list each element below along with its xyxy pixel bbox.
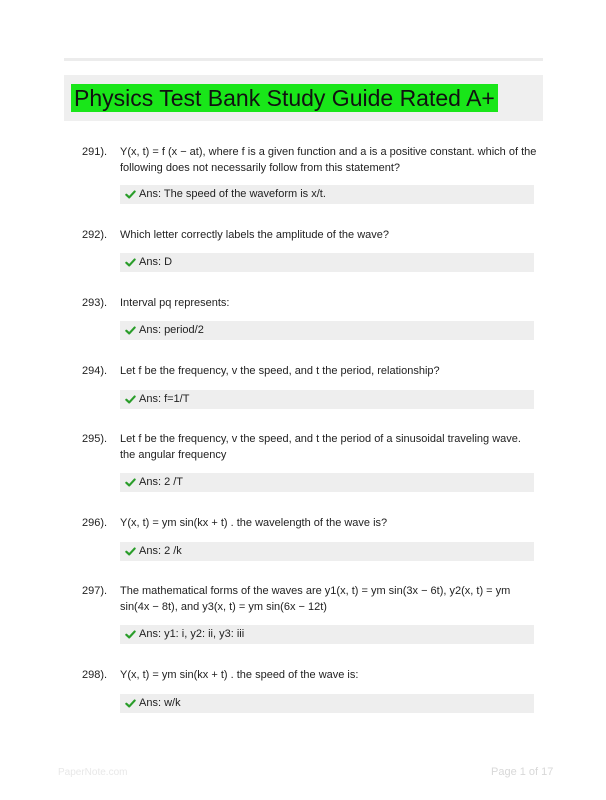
question-text: Interval pq represents: (120, 297, 230, 309)
answer-box (120, 185, 534, 204)
answer-text: Ans: period/2 (139, 324, 204, 336)
answer-box (120, 321, 534, 340)
answer-box (120, 625, 534, 644)
question-number: 293). (82, 297, 108, 309)
checkmark-icon (125, 325, 136, 336)
question-number: 292). (82, 229, 108, 241)
answer-box (120, 542, 534, 561)
question-number: 297). (82, 585, 108, 597)
question-number: 294). (82, 365, 108, 377)
question-number: 295). (82, 433, 108, 445)
answer-text: Ans: 2 /k (139, 545, 182, 557)
question-text: Y(x, t) = ym sin(kx + t) . the wavelength of the wave is? (120, 517, 388, 529)
answer-text: Ans: D (139, 256, 173, 268)
answer-text: Ans: y1: i, y2: ii, y3: iii (139, 628, 245, 640)
checkmark-icon (125, 629, 136, 640)
answer-text: Ans: 2 /T (139, 476, 184, 488)
page-indicator: Page 1 of 17 (491, 766, 554, 778)
question-number: 291). (82, 146, 108, 158)
answer-box (120, 253, 534, 272)
checkmark-icon (125, 257, 136, 268)
question-number: 298). (82, 669, 108, 681)
question-text: Y(x, t) = f (x − at), where f is a given function and a is a positive constant. which of the following does not necessarily follow from this statement? (120, 146, 537, 174)
footer-watermark: PaperNote.com (58, 767, 128, 778)
checkmark-icon (125, 546, 136, 557)
answer-text: Ans: The speed of the waveform is x/t. (139, 188, 326, 200)
question-text: Which letter correctly labels the amplitude of the wave? (120, 229, 390, 241)
answer-box (120, 694, 534, 713)
checkmark-icon (125, 698, 136, 709)
document-title: Physics Test Bank Study Guide Rated A+ (71, 84, 498, 112)
checkmark-icon (125, 394, 136, 405)
question-number: 296). (82, 517, 108, 529)
question-text: Y(x, t) = ym sin(kx + t) . the speed of the wave is: (120, 669, 359, 681)
answer-box (120, 390, 534, 409)
question-text: The mathematical forms of the waves are y1(x, t) = ym sin(3x − 6t), y2(x, t) = ym sin(4x − 8t), and y3(x, t) = ym sin(6x − 12t) (120, 585, 511, 613)
answer-box (120, 473, 534, 492)
question-text: Let f be the frequency, v the speed, and t the period of a sinusoidal traveling wave. the angular frequency (120, 433, 521, 461)
question-text: Let f be the frequency, v the speed, and t the period, relationship? (120, 365, 440, 377)
checkmark-icon (125, 189, 136, 200)
answer-text: Ans: f=1/T (139, 393, 190, 405)
answer-text: Ans: w/k (139, 697, 181, 709)
checkmark-icon (125, 477, 136, 488)
